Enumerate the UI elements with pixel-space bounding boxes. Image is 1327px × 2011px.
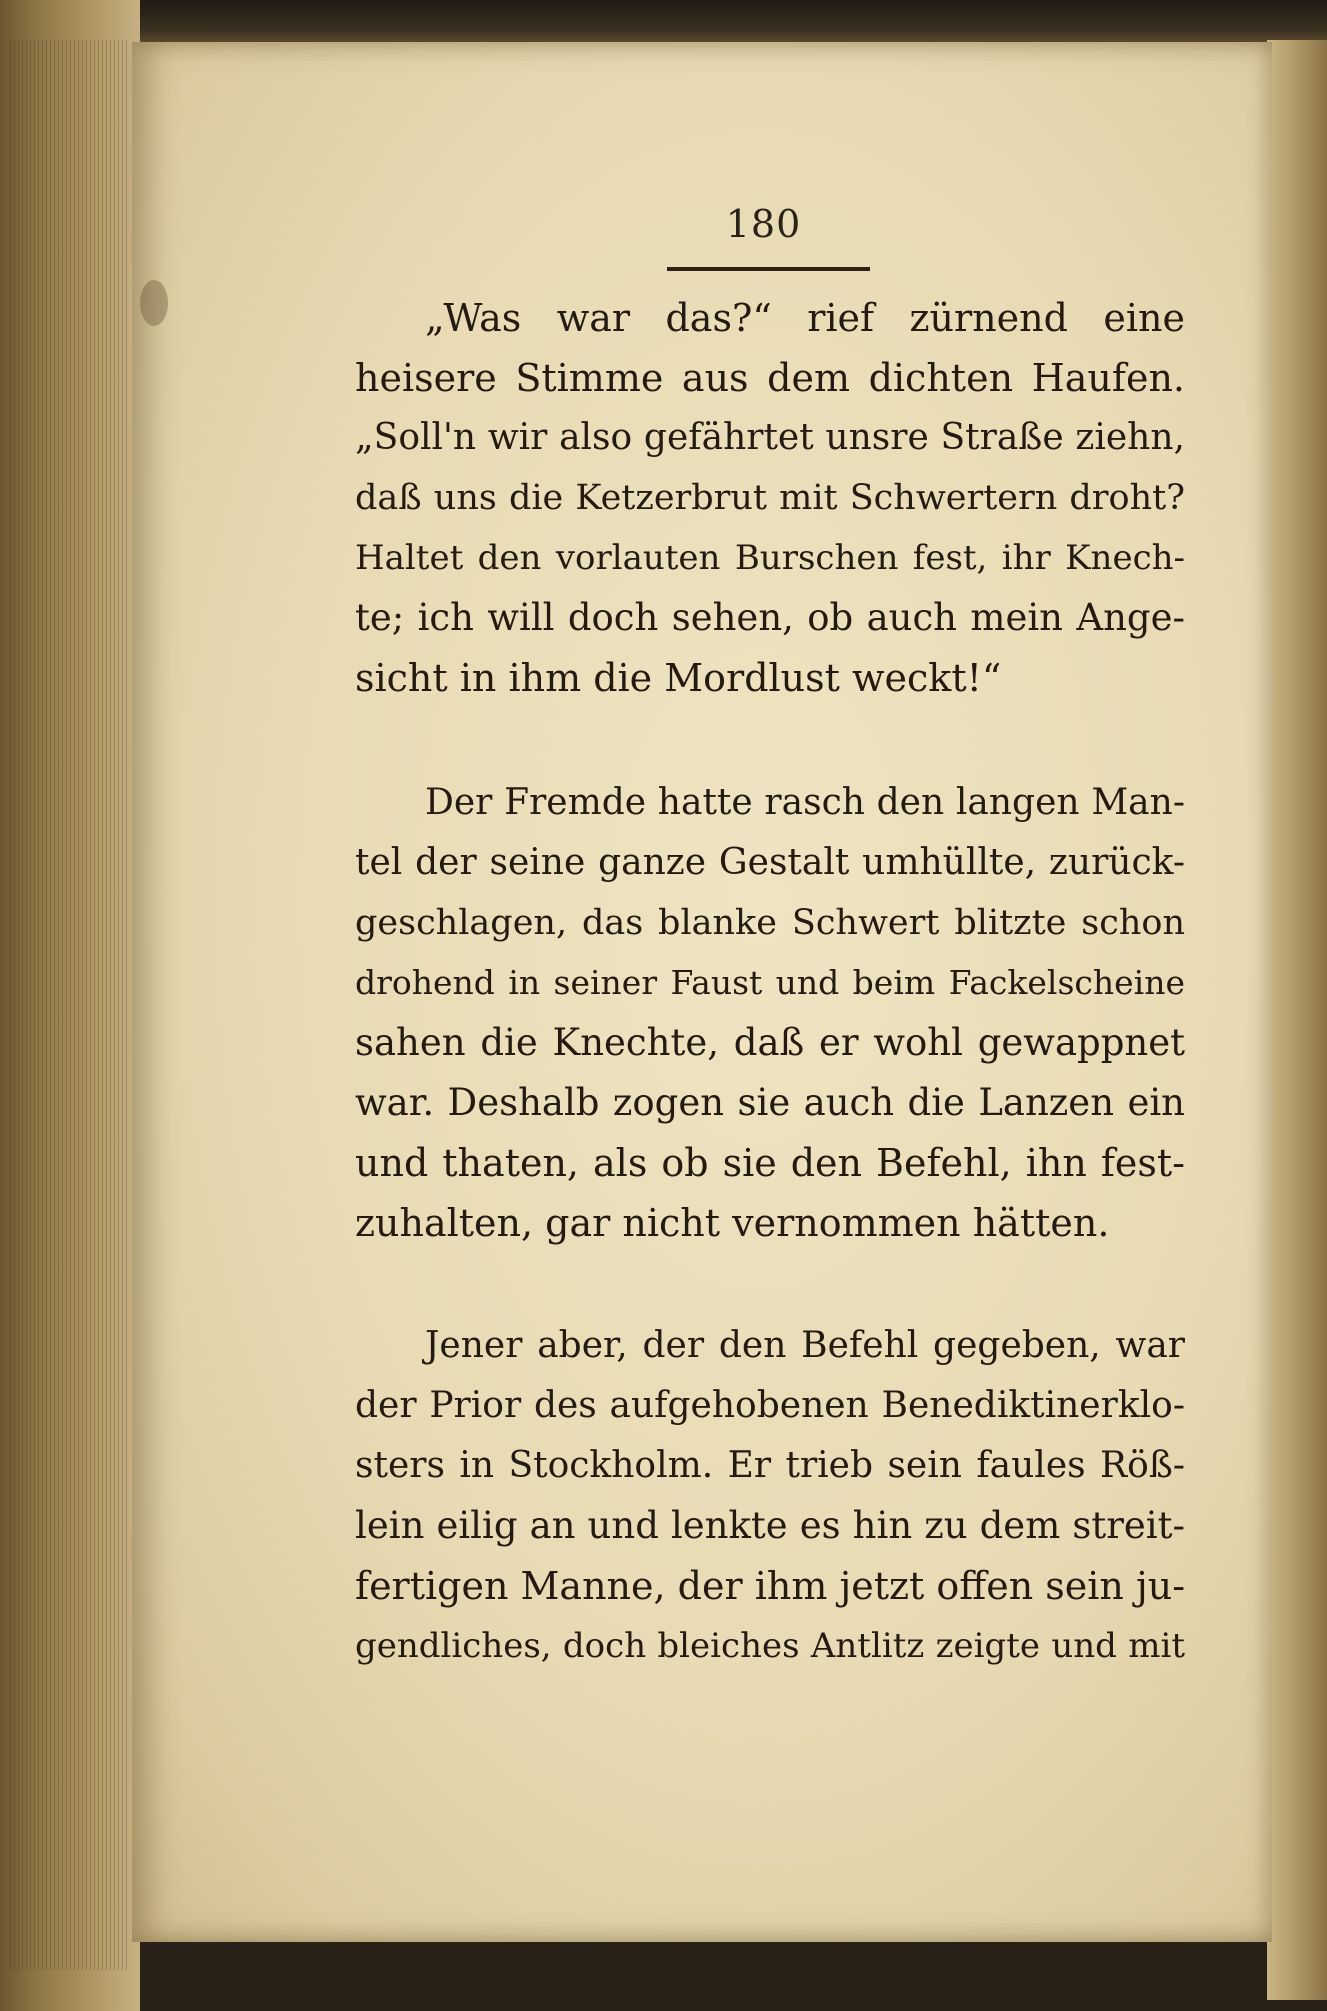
text-line: zuhalten, gar nicht vernommen hätten.	[355, 1201, 1110, 1245]
text-line: heisere Stimme aus dem dichten Haufen.	[355, 356, 1185, 400]
text-line: gendliches, doch bleiches Antlitz zeigte und mit	[355, 1626, 1185, 1666]
text-line: „Soll'n wir also gefährtet unsre Straße ziehn,	[355, 417, 1185, 458]
text-line: der Prior des aufgehobenen Benediktinerklo-	[355, 1385, 1185, 1426]
text-line: Der Fremde hatte rasch den langen Man-	[425, 782, 1185, 823]
book-page-edges	[0, 0, 140, 2011]
text-line: drohend in seiner Faust und beim Fackelscheine	[355, 963, 1185, 1002]
text-line: Jener aber, der den Befehl gegeben, war	[425, 1325, 1185, 1366]
page-edge-lines	[10, 40, 130, 1970]
page-number-rule	[667, 267, 870, 271]
text-line: Haltet den vorlauten Burschen fest, ihr Knech-	[355, 538, 1185, 578]
text-line: „Was war das?“ rief zürnend eine	[425, 296, 1185, 340]
text-line: fertigen Manne, der ihm jetzt offen sein ju-	[355, 1564, 1186, 1608]
book-right-edge	[1267, 40, 1327, 2000]
text-line: daß uns die Ketzerbrut mit Schwertern droht?	[355, 478, 1185, 518]
text-line: geschlagen, das blanke Schwert blitzte schon	[355, 903, 1185, 943]
text-line: te; ich will doch sehen, ob auch mein Ange-	[355, 596, 1185, 639]
text-line: tel der seine ganze Gestalt umhüllte, zurück-	[355, 842, 1185, 883]
text-line: sahen die Knechte, daß er wohl gewappnet	[355, 1021, 1185, 1064]
text-line: lein eilig an und lenkte es hin zu dem streit-	[355, 1504, 1185, 1547]
page-stain	[140, 280, 168, 326]
page-number: 180	[725, 202, 802, 246]
text-line: war. Deshalb zogen sie auch die Lanzen ein	[355, 1081, 1185, 1124]
text-line: sicht in ihm die Mordlust weckt!“	[355, 656, 1002, 700]
text-line: sters in Stockholm. Er trieb sein faules Röß-	[355, 1445, 1185, 1486]
text-line: und thaten, als ob sie den Befehl, ihn fest-	[355, 1141, 1185, 1185]
